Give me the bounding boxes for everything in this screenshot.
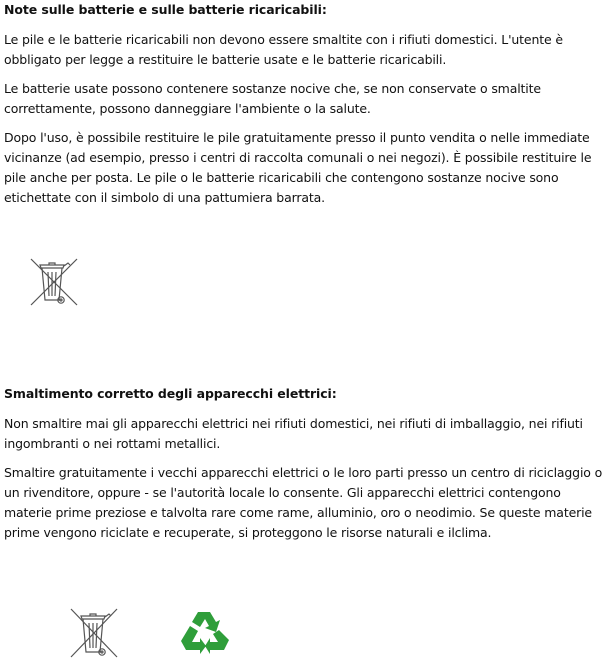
battery-paragraph-2: Le batterie usate possono contenere sostanze nocive che, se non conservate o smaltite correttamente, possono danneggiare l'ambiente o la salute.: [4, 81, 541, 116]
electrical-paragraph-1: Non smaltire mai gli apparecchi elettrici nei rifiuti domestici, nei rifiuti di imballaggio, nei rifiuti ingombranti o nei rottami metallici.: [4, 416, 583, 451]
battery-paragraph-1: Le pile e le batterie ricaricabili non devono essere smaltite con i rifiuti domestici. L'utente è obbligato per legge a restituire le batterie usate e le batterie ricaricabili.: [4, 32, 563, 67]
electrical-section-title: Smaltimento corretto degli apparecchi elettrici:: [4, 386, 337, 401]
recycling-symbol-icon: [178, 608, 232, 662]
electrical-paragraph-2: Smaltire gratuitamente i vecchi apparecchi elettrici o le loro parti presso un centro di riciclaggio o un rivenditore, oppure - se l'autorità locale lo consente. Gli apparecchi elettrici contengono materie prime preziose e talvolta rare come rame, alluminio, oro o neodimio. Se queste materie prime vengono riciclate e recuperate, si proteggono le risorse naturali e ilclima.: [4, 465, 603, 540]
battery-paragraph-3: Dopo l'uso, è possibile restituire le pile gratuitamente presso il punto vendita o nelle immediate vicinanze (ad esempio, presso i centri di raccolta comunali o nei negozi). È possibile restituire le pile anche per posta. Le pile o le batterie ricaricabili che contengono sostanze nocive sono etichettate con il simbolo di una pattumiera barrata.: [4, 130, 592, 205]
crossed-out-wheelie-bin-icon: [26, 256, 82, 312]
battery-section-title: Note sulle batterie e sulle batterie ricaricabili:: [4, 2, 327, 17]
crossed-out-wheelie-bin-icon: [67, 607, 121, 665]
